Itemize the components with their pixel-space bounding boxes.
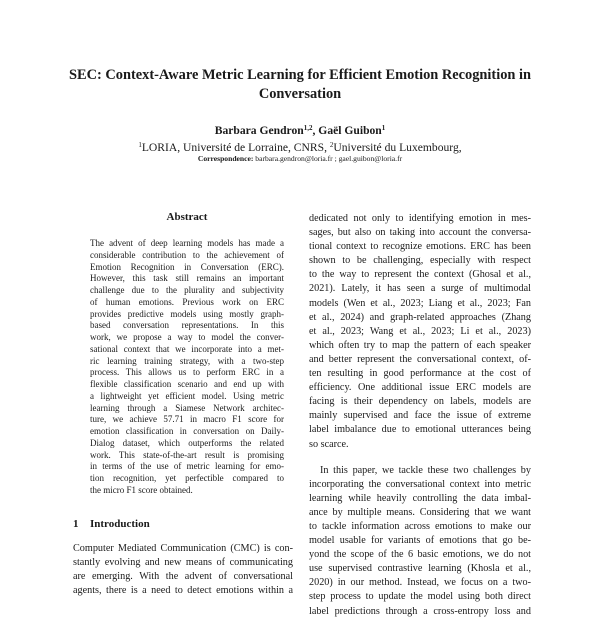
text-line: sational context that we incorporate into a met- <box>90 343 284 354</box>
text-line: ture, we achieve 57.71 in macro F1 score for <box>90 414 284 425</box>
text-line: In this paper, we tackle these two challenges by <box>320 464 531 476</box>
author-affiliation-marker: 1,2 <box>303 124 313 132</box>
text-line: step process to update the model using both direct <box>309 591 531 603</box>
text-line: use supervised contrastive learning (Khosla et al., <box>309 563 531 575</box>
text-line: learning while heavily controlling the data imbal- <box>309 492 531 504</box>
text-line: However, this task still remains an important <box>90 273 284 284</box>
text-line: mainly supervised and face the issue of extreme <box>309 410 531 422</box>
text-line: shown to be challenging, especially with respect <box>309 255 531 267</box>
correspondence-label: Correspondence: <box>197 154 254 163</box>
section-number: 1 <box>73 518 79 530</box>
text-line: learning through a Siamese Network architec- <box>90 402 284 413</box>
text-line: efficiency. One additional issue ERC models are <box>309 382 531 394</box>
text-line: so scarce. <box>309 438 349 450</box>
affiliation: Université du Luxembourg, <box>333 141 462 154</box>
intro-right-column <box>309 212 531 619</box>
text-line: of human emotions. Previous work on ERC <box>90 296 284 307</box>
text-line: label imbalance due to emotional utterances being <box>309 424 531 436</box>
abstract-heading: Abstract <box>166 211 208 223</box>
text-line: work, we propose a way to model the conver- <box>90 332 284 342</box>
correspondence <box>60 154 540 164</box>
text-line: process. This allows us to perform ERC in a <box>90 367 284 378</box>
text-line: models (Wen et al., 2023; Liang et al., 2023; Fan <box>309 297 531 309</box>
text-line: 2020) in our method. Instead, we focus on a two- <box>309 577 531 589</box>
affiliation-marker: 1 <box>138 141 142 149</box>
text-line: considerable contribution to the achievement of <box>90 249 284 260</box>
text-line: to the way to represent the context (Ghosal et al., <box>309 269 531 281</box>
paragraph-gap <box>309 452 531 464</box>
text-line: facing is their dependency on labels, models are <box>309 396 531 408</box>
text-line: and better represent the conversational context, of- <box>309 353 531 365</box>
abstract-body <box>90 238 284 497</box>
text-line: ance by multiple means. Considering that we want <box>309 506 531 518</box>
section-title: Introduction <box>90 518 150 530</box>
text-line: challenge due to the plurality and subjectivity <box>90 285 284 295</box>
text-line: agents, there is a need to detect emotions within a <box>73 585 293 597</box>
text-line: label predictions through a cross-entropy loss and <box>309 605 531 617</box>
text-line: ten resulting in good performance at the cost of <box>309 368 531 380</box>
text-line: et al., 2023; Wang et al., 2023; Li et al., 2023) <box>309 325 531 337</box>
text-line: ric learning training strategy, with a two-step <box>90 355 284 366</box>
author-affiliation-marker: 1 <box>381 124 386 132</box>
text-line: tional context to recognize emotions. ERC has been <box>309 241 531 253</box>
affiliation-marker: 2 <box>329 141 334 149</box>
text-line: dedicated not only to identifying emotion in mes- <box>309 213 531 224</box>
text-line: Computer Mediated Communication (CMC) is con- <box>73 543 293 554</box>
paper-title-line-1: SEC: Context-Aware Metric Learning for Efficient Emotion Recognition in <box>68 67 532 83</box>
text-line: emotion classification in conversation on Daily- <box>90 426 284 436</box>
text-line: work. This state-of-the-art result is promising <box>90 449 284 460</box>
text-line: in terms of the use of metric learning for emo- <box>90 461 284 472</box>
author-name: Gaël Guibon <box>318 124 382 137</box>
author-name: Barbara Gendron <box>214 124 304 137</box>
paper-title <box>60 66 540 104</box>
text-line: 2021). Lately, it has seen a surge of multimodal <box>309 283 531 295</box>
paragraph <box>309 212 531 452</box>
affiliations <box>60 138 540 155</box>
text-line: Dialog dataset, which outperforms the related <box>90 437 284 448</box>
text-line: provides predictive models using mostly graph- <box>90 308 284 319</box>
text-line: tion recognition, yet perfectible compared to <box>90 473 284 483</box>
text-line: a lightweight yet efficient model. Using metric <box>90 390 284 401</box>
text-line: yond the scope of the 6 basic emotions, we do not <box>309 549 531 561</box>
paper-title-line-2: Conversation <box>258 86 342 102</box>
paragraph <box>309 464 531 619</box>
text-line: model usable for variants of emotions that go be- <box>309 535 531 547</box>
text-line: The advent of deep learning models has made a <box>90 238 284 248</box>
author-names <box>60 121 540 138</box>
text-line: based conversation representations. In this <box>90 320 284 331</box>
text-line: which often try to map the pattern of each speaker <box>309 339 531 351</box>
text-line: et al., 2024) and graph-related approaches (Zhang <box>309 311 531 323</box>
text-line: incorporating the conversational context into metric <box>309 478 531 490</box>
text-line: sages, but also on taking into account the conversa- <box>309 227 531 239</box>
author-block <box>60 121 540 155</box>
author-separator: , <box>312 124 319 137</box>
affiliation: LORIA, Université de Lorraine, CNRS, <box>141 141 330 154</box>
intro-left-column <box>73 542 293 598</box>
section-heading <box>73 518 150 530</box>
text-line: Emotion Recognition in Conversation (ERC). <box>90 261 284 272</box>
text-line: flexible classification scenario and end up with <box>90 379 284 389</box>
correspondence-emails: barbara.gendron@loria.fr ; gael.guibon@loria.fr <box>253 154 403 163</box>
text-line: the micro F1 score obtained. <box>90 484 193 495</box>
text-line: to tackle information across emotions to make our <box>309 520 531 532</box>
text-line: stantly evolving and new means of communicating <box>73 557 293 569</box>
text-line: are emerging. With the advent of conversational <box>73 571 293 583</box>
